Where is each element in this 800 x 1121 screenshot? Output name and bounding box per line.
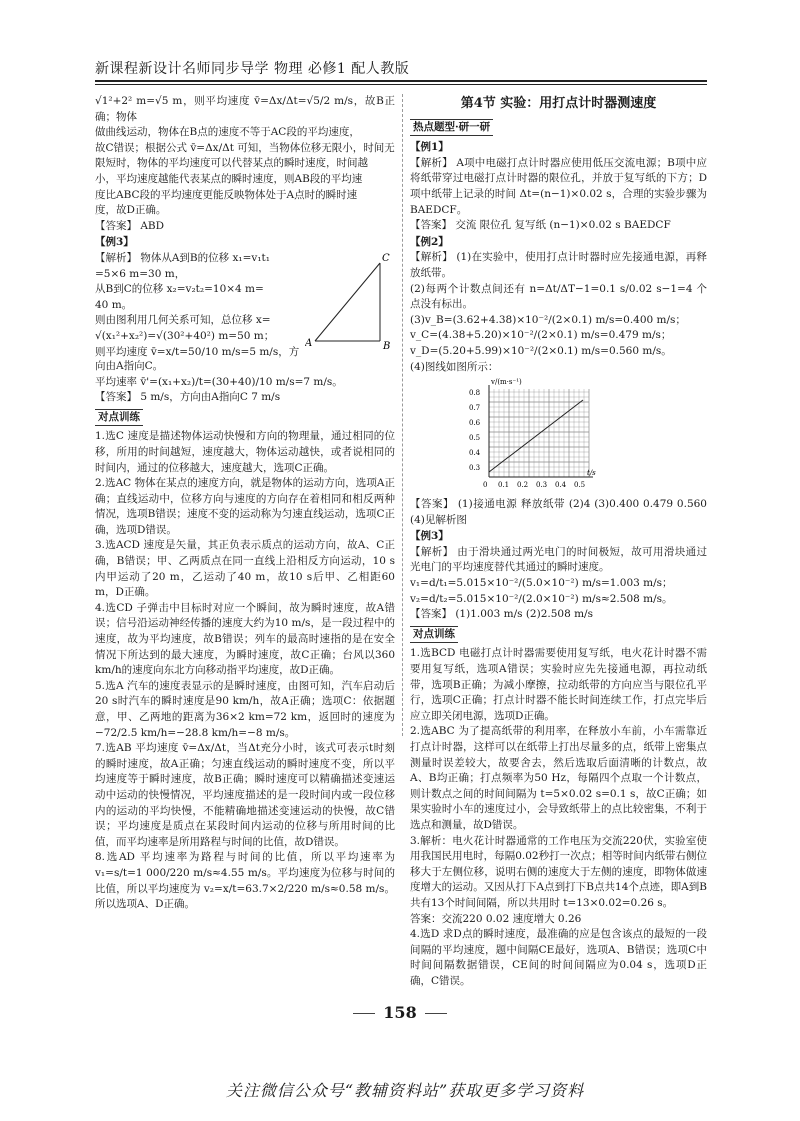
- right-column: [410, 94, 707, 990]
- list-item: 4.选D 求D点的瞬时速度，最准确的应是包含该点的最短的一段间隔的平均速度，题中间隔CE最好，选项A、B错误；选项C中时间间隔数据错误，CE间的时间间隔应为0.04 s，选项D正确，C错误。: [410, 928, 707, 987]
- text-line: v₁=d/t₁=5.015×10⁻²/(5.0×10⁻²) m/s=1.003 m/s；: [410, 577, 673, 590]
- text-line: v_D=(5.20+5.99)×10⁻²/(2×0.1) m/s=0.560 m/s。: [410, 344, 672, 357]
- text-line: 【解析】 由于滑块通过两光电门的时间极短，故可用滑块通过光电门的平均速度替代其通过的瞬时速度。: [410, 545, 707, 574]
- triangle-figure: [305, 251, 393, 351]
- point-label-c: C: [382, 252, 390, 264]
- velocity-time-graph: [465, 377, 605, 495]
- text-line: 向由A指向C。: [95, 359, 164, 372]
- answer: 【答案】 ABD: [95, 219, 165, 232]
- y-tick: 0.7: [469, 404, 481, 413]
- text-line: 度比ABC段的平均速度更能反映物体处于A点时的瞬时速: [95, 188, 358, 201]
- section-title: 第4节 实验：用打点计时器测速度: [460, 96, 657, 111]
- list-item: 1.选BCD 电磁打点计时器需要使用复写纸，电火花计时器不需要用复写纸，选项A错误；实验时应先先接通电源，再拉动纸带，选项B正确；为减小摩擦，拉动纸带的方向应当与限位孔平行，选项C正确；打点计时器不能长时间连续工作，打点完毕后应立即关闭电源，选项D正确。: [410, 647, 707, 722]
- text-line: 【解析】 物体从A到B的位移 x₁=v₁t₁: [95, 251, 270, 264]
- text-line: 从B到C的位移 x₂=v₂t₂=10×4 m=: [95, 283, 264, 296]
- page-number: 158: [340, 1003, 460, 1022]
- text-line: v_C=(4.38+5.20)×10⁻²/(2×0.1) m/s=0.479 m/s；: [410, 329, 672, 342]
- x-tick: 0.2: [517, 481, 529, 490]
- x-tick: 0.5: [574, 481, 586, 490]
- section-heading: 对点训练: [95, 409, 143, 427]
- example3-block: [95, 251, 395, 359]
- text-line: 平均速率 v̄'=(x₁+x₂)/t=(30+40)/10 m/s=7 m/s。: [95, 375, 343, 388]
- x-tick: 0: [483, 481, 488, 490]
- example-title: 【例1】: [410, 141, 449, 154]
- text-line: (4)图线如图所示：: [410, 360, 499, 373]
- text-line: 小，平均速度越能代表某点的瞬时速度，则AB段的平均速: [95, 172, 363, 185]
- answer: 【答案】 交流 限位孔 复写纸 (n−1)×0.02 s BAEDCF: [410, 219, 671, 232]
- section-heading: 热点题型·研一研: [410, 119, 493, 137]
- text-line: 则由图利用几何关系可知，总位移 x=: [95, 314, 271, 327]
- text-line: 度，故D正确。: [95, 204, 167, 217]
- x-tick: 0.4: [555, 481, 567, 490]
- text-line: 40 m。: [95, 298, 133, 311]
- answer: 答案：交流220 0.02 速度增大 0.26: [410, 912, 582, 925]
- list-item: 7.选AB 平均速度 v̄=Δx/Δt，当Δt充分小时，该式可表示t时刻的瞬时速度，故A正确；匀速直线运动的瞬时速度不变，所以平均速度等于瞬时速度，故B正确；瞬时速度可以精确描述变速运动中运动的快慢情况，平均速度描述的是一段时间内或一段位移内的运动的平均快慢，不能精确地描述变速运动的快慢，故C错误；平均速度是质点在某段时间内运动的位移与所用时间的比值，而平均速率是所用路程与时间的比值，故D错误。: [95, 742, 395, 848]
- text-line: 故C错误；根据公式 v̄=Δx/Δt 可知，当物体位移无限小，时间无: [95, 141, 395, 154]
- y-tick: 0.3: [469, 464, 481, 473]
- y-tick: 0.5: [469, 434, 481, 443]
- text-line: √1²+2² m=√5 m，则平均速度 v̄=Δx/Δt=√5/2 m/s，故B正确；物体: [95, 95, 395, 123]
- y-axis-label: v/(m·s⁻¹): [491, 378, 522, 387]
- left-column: [95, 94, 395, 913]
- text-line: v₂=d/t₂=5.015×10⁻²/(2.0×10⁻²) m/s≈2.508 m/s。: [410, 592, 673, 605]
- y-tick: 0.8: [469, 389, 481, 398]
- y-tick: 0.6: [469, 419, 481, 428]
- column-divider: [402, 94, 403, 736]
- x-tick: 0.3: [536, 481, 548, 490]
- text-line: (3)v_B=(3.62+4.38)×10⁻²/(2×0.1) m/s=0.400 m/s；: [410, 313, 686, 326]
- header-rule: [95, 80, 707, 82]
- x-tick: 0.1: [498, 481, 510, 490]
- list-item: 3.解析：电火花计时器通常的工作电压为交流220伏，实验室使用我国民用电时，每隔0.02秒打一次点；相等时间内纸带右侧位移大于左侧位移，说明右侧的速度大于左侧的速度，即物体做速度增大的运动。又因从打下A点到打下B点共14个点迹，即A到B共有13个时间间隔，所以共用时 t=13×0.02=0.26 s。: [410, 834, 707, 909]
- y-tick: 0.4: [469, 449, 481, 458]
- answer: 【答案】 (1)接通电源 释放纸带 (2)4 (3)0.400 0.479 0.560 (4)见解析图: [410, 498, 707, 526]
- list-item: 1.选C 速度是描述物体运动快慢和方向的物理量，通过相同的位移，所用的时间越短，速度越大，物体运动越快，或者说相同的时间内，通过的位移越大，速度越大，选项C正确。: [95, 430, 395, 474]
- page-header: 新课程新设计名师同步导学 物理 必修1 配人教版: [95, 61, 410, 77]
- text-line: =5×6 m=30 m，: [95, 267, 186, 280]
- example-title: 【例3】: [95, 236, 134, 249]
- answer: 【答案】 5 m/s，方向由A指向C 7 m/s: [95, 391, 281, 404]
- list-item: 5.选A 汽车的速度表显示的是瞬时速度，由图可知，汽车启动后20 s时汽车的瞬时速度是90 km/h，故A正确；选项C：依据题意，甲、乙两地的距离为36×2 km=72 km，返回时的速度为 −72/2.5 km/h=−28.8 km/h=−8 m/s。: [95, 679, 395, 739]
- text-line: 则平均速度 v̄=x/t=50/10 m/s=5 m/s，方: [95, 345, 300, 358]
- header-rule-thin: [95, 84, 707, 85]
- example-title: 【例2】: [410, 235, 449, 248]
- text-line: 【解析】 A项中电磁打点计时器应使用低压交流电源；B项中应将纸带穿过电磁打点计时器的限位孔，并放于复写纸的下方；D项中纸带上记录的时间 Δt=(n−1)×0.02 s，合理的实验步骤为 BAEDCF。: [410, 156, 707, 216]
- section-heading: 对点训练: [410, 626, 458, 644]
- example-title: 【例3】: [410, 530, 449, 543]
- answer: 【答案】 (1)1.003 m/s (2)2.508 m/s: [410, 608, 593, 621]
- footer-note: 关注微信公众号“教辅资料站”获取更多学习资料: [225, 1081, 585, 1100]
- list-item: 3.选ACD 速度是矢量，其正负表示质点的运动方向，故A、C正确，B错误；甲、乙两质点在同一直线上沿相反方向运动，10 s内甲运动了20 m，乙运动了40 m，故10 s后甲、乙相距60 m，D正确。: [95, 539, 395, 599]
- text-line: √(x₁²+x₂²)=√(30²+40²) m=50 m；: [95, 329, 275, 342]
- graph-grid: [489, 389, 589, 477]
- point-label-a: A: [305, 337, 313, 349]
- list-item: 4.选CD 子弹击中目标时对应一个瞬间，故为瞬时速度，故A错误；信号沿运动神经传播的速度大约为10 m/s，是一段过程中的速度，故为平均速度，故B错误；列车的最高时速指的是在安全情况下所达到的最大速度，为瞬时速度，故C正确；台风以360 km/h的速度向东北方向移动指平均速度，故D正确。: [95, 601, 395, 677]
- x-axis-label: t/s: [587, 469, 596, 478]
- list-item: 8.选AD 平均速率为路程与时间的比值，所以平均速率为 v₁=s/t=1 000/220 m/s≈4.55 m/s。平均速度为位移与时间的比值，所以平均速度为 v₂=x/t=63.7×2/220 m/s≈0.58 m/s。所以选项A、D正确。: [95, 851, 395, 911]
- text-line: 做曲线运动，物体在B点的速度不等于AC段的平均速度，: [95, 126, 360, 139]
- text-line: (2)每两个计数点间还有 n=Δt/ΔT−1=0.1 s/0.02 s−1=4 个点没有标出。: [410, 282, 707, 311]
- list-item: 2.选AC 物体在某点的速度方向，就是物体的运动方向，选项A正确；直线运动中，位移方向与速度的方向存在着相同和相反两种情况，选项B错误；速度不变的运动称为匀速直线运动，选项C正确，选项D错误。: [95, 477, 395, 536]
- text-line: 【解析】 (1)在实验中，使用打点计时器时应先接通电源，再释放纸带。: [410, 251, 707, 279]
- text-line: 限短时，物体的平均速度可以代替某点的瞬时速度，时间越: [95, 157, 368, 170]
- point-label-b: B: [383, 340, 391, 351]
- vt-graph-svg: [465, 377, 605, 495]
- list-item: 2.选ABC 为了提高纸带的利用率，在释放小车前，小车需靠近打点计时器，这样可以在纸带上打出尽量多的点，纸带上密集点测量时误差较大，故要舍去，然后选取后面清晰的计数点，故A、B均正确；打点频率为50 Hz，每隔四个点取一个计数点，则计数点之间的时间间隔为 t=5×0.02 s=0.1 s，故C正确；如果实验时小车的速度过小，会导致纸带上的点比较密集，不利于选点和测量，故D错误。: [410, 725, 707, 831]
